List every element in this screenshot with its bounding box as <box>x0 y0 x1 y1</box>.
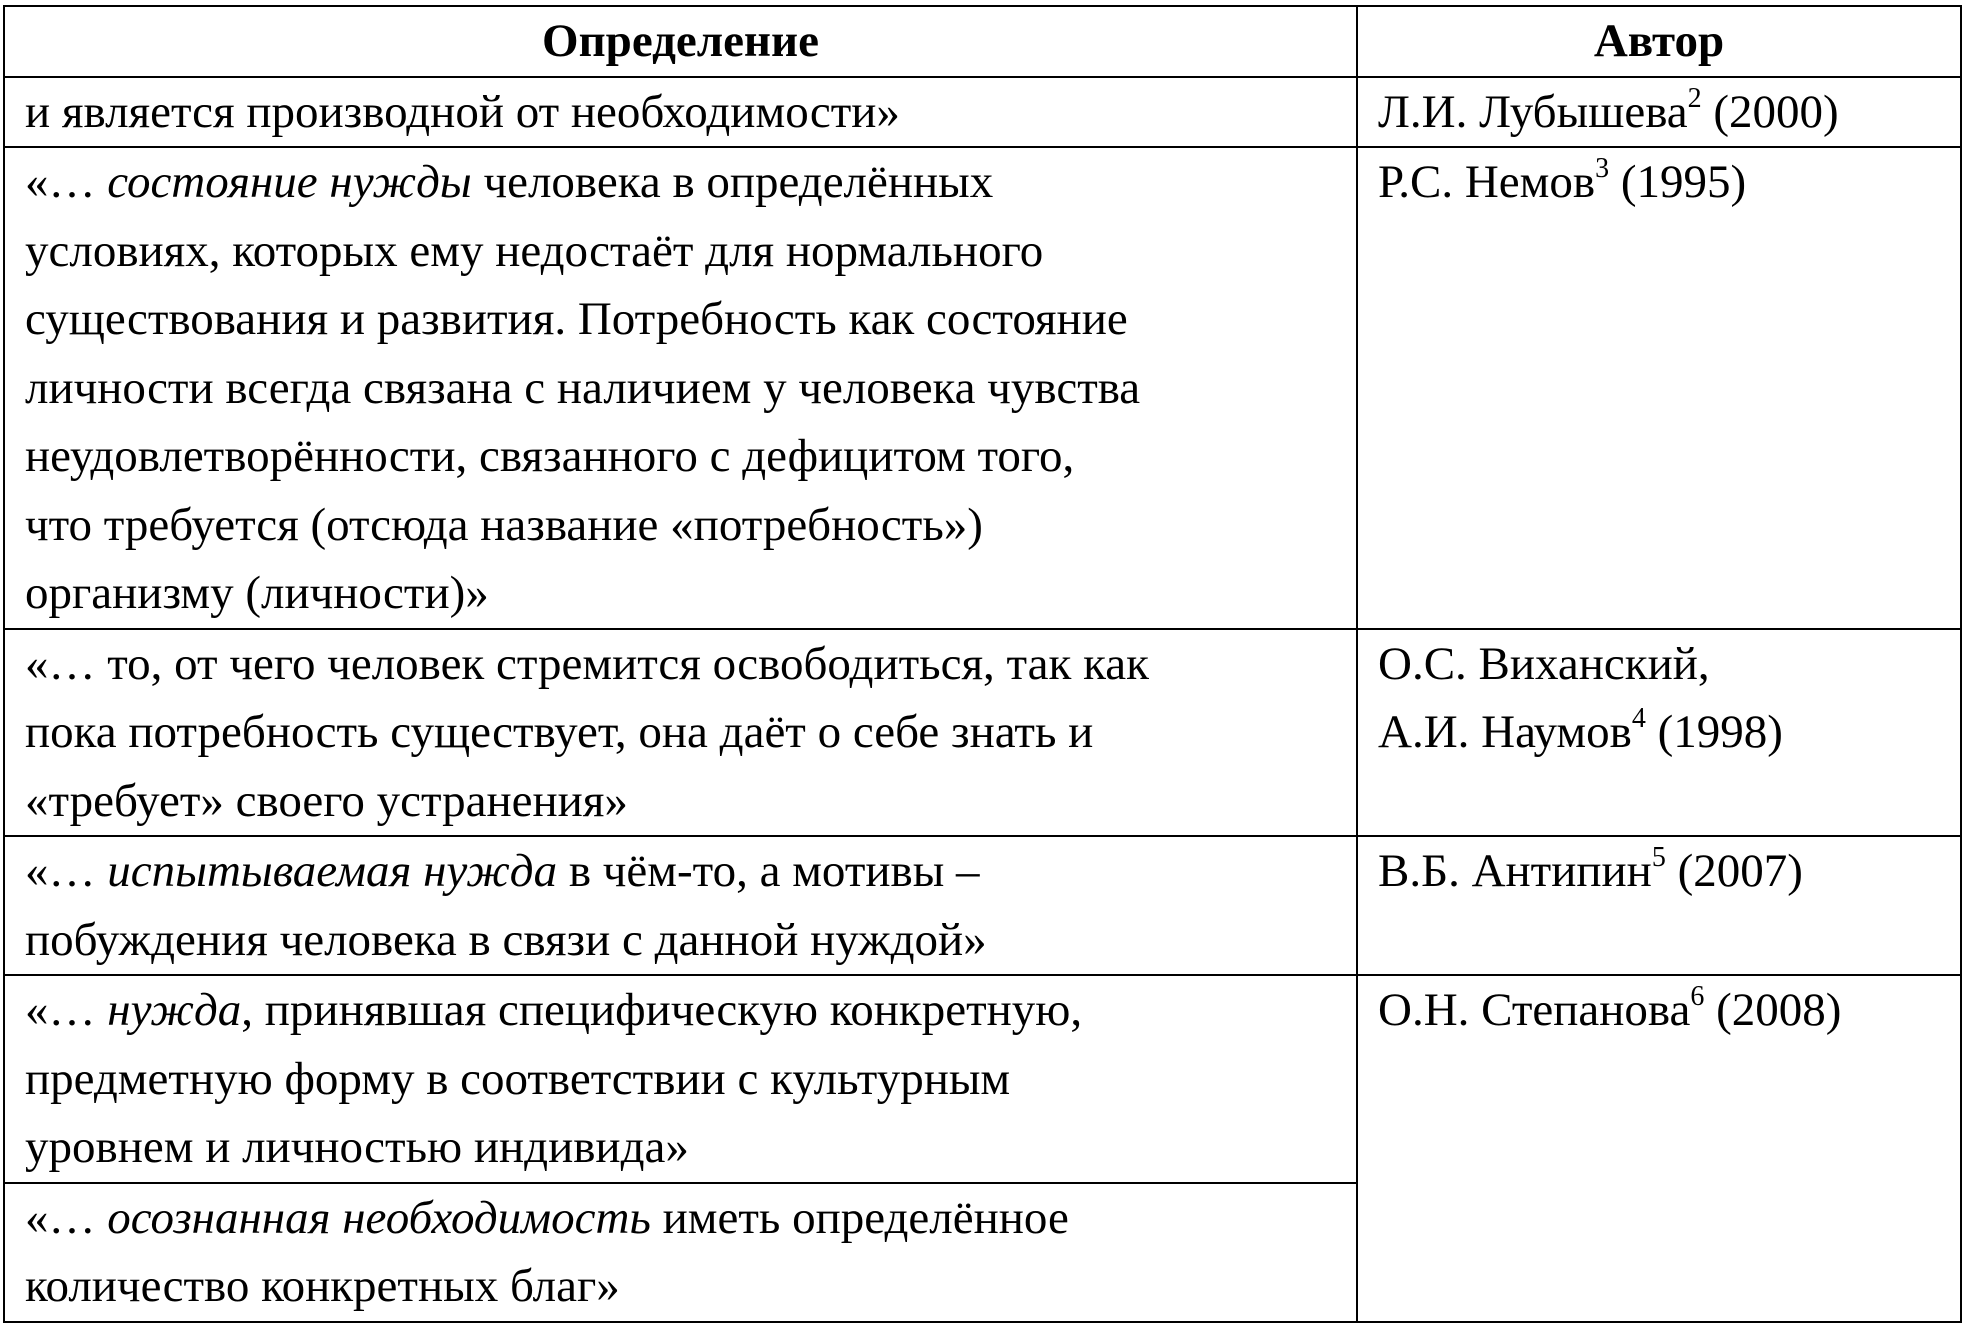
definition-text: существования и развития. Потребность как состояние <box>25 293 1128 345</box>
header-author: Автор <box>1357 6 1961 77</box>
definition-line <box>25 976 1356 1045</box>
footnote-ref: 3 <box>1595 153 1610 184</box>
author-year: (2000) <box>1701 85 1839 138</box>
author-line <box>1378 78 1960 147</box>
author-year: (1998) <box>1645 706 1783 758</box>
definition-text: в чём-то, а мотивы – <box>557 845 980 897</box>
definition-text: организму (личности)» <box>25 567 489 619</box>
table-row <box>4 629 1961 837</box>
definition-line <box>25 767 1356 836</box>
author-name: О.Н. Степанова <box>1378 984 1691 1036</box>
definition-line <box>25 1184 1356 1253</box>
definition-line <box>25 1252 1356 1321</box>
author-cell <box>1357 629 1961 837</box>
definition-cell <box>4 77 1357 148</box>
table-row <box>4 975 1961 1183</box>
definition-italic-term: осознанная необходимость <box>107 1191 651 1244</box>
definition-text: количество конкретных благ» <box>25 1260 620 1312</box>
author-cell <box>1357 77 1961 148</box>
definition-text: «… <box>25 156 108 208</box>
definition-line <box>25 1045 1356 1114</box>
author-year: (2007) <box>1665 845 1803 897</box>
definition-line <box>25 78 1356 147</box>
definition-cell <box>4 836 1357 975</box>
definition-text: «… то, от чего человек стремится освободиться, так как <box>25 637 1149 690</box>
definition-cell <box>4 1183 1357 1322</box>
author-cell <box>1357 836 1961 975</box>
author-line <box>1378 148 1960 217</box>
author-line <box>1378 976 1960 1045</box>
definition-text: неудовлетворённости, связанного с дефицитом того, <box>25 430 1075 482</box>
table-row <box>4 836 1961 975</box>
definition-text: уровнем и личностью индивида» <box>25 1121 689 1173</box>
definition-line <box>25 1113 1356 1182</box>
definition-text: предметную форму в соответствии с культурным <box>25 1052 1011 1105</box>
footnote-ref: 6 <box>1690 981 1705 1012</box>
definition-text: «… <box>25 984 108 1036</box>
definition-line <box>25 285 1356 354</box>
author-cell <box>1357 147 1961 629</box>
author-cell <box>1357 975 1961 1322</box>
definition-text: что требуется (отсюда название «потребность») <box>25 498 983 551</box>
author-name: В.Б. Антипин <box>1378 845 1652 897</box>
author-year: (1995) <box>1609 156 1747 208</box>
definition-line <box>25 630 1356 699</box>
footnote-ref: 4 <box>1631 703 1646 734</box>
author-name: О.С. Виханский, <box>1378 637 1710 690</box>
definition-line <box>25 217 1356 286</box>
author-line <box>1378 630 1960 699</box>
definition-text: и является производной от необходимости» <box>25 85 900 138</box>
definition-text: «требует» своего устранения» <box>25 774 628 827</box>
definition-text: побуждения человека в связи с данной нуждой» <box>25 913 987 966</box>
definition-text: пока потребность существует, она даёт о себе знать и <box>25 706 1094 758</box>
definition-line <box>25 491 1356 560</box>
definition-line <box>25 837 1356 906</box>
definition-line <box>25 148 1356 217</box>
footnote-ref: 2 <box>1687 82 1702 114</box>
author-line <box>1378 837 1960 906</box>
definition-text: иметь определённое <box>650 1191 1069 1244</box>
definition-italic-term: нужда <box>107 984 242 1036</box>
header-row <box>4 6 1961 77</box>
header-definition: Определение <box>4 6 1357 77</box>
definition-italic-term: испытываемая нужда <box>107 845 558 897</box>
definition-text: условиях, которых ему недостаёт для нормального <box>25 224 1044 277</box>
author-year: (2008) <box>1704 984 1842 1036</box>
table-row <box>4 147 1961 629</box>
definition-italic-term: состояние нужды <box>107 156 472 208</box>
definition-cell <box>4 975 1357 1183</box>
definition-line <box>25 354 1356 423</box>
definition-line <box>25 422 1356 491</box>
author-name: Л.И. Лубышева <box>1378 85 1688 138</box>
author-name: А.И. Наумов <box>1378 706 1632 758</box>
definition-cell <box>4 629 1357 837</box>
table-body <box>4 77 1961 1322</box>
definition-text: человека в определённых <box>471 156 994 208</box>
definition-line <box>25 906 1356 975</box>
footnote-ref: 5 <box>1651 842 1666 873</box>
definitions-table <box>3 5 1962 1323</box>
definition-text: , принявшая специфическую конкретную, <box>241 984 1083 1036</box>
definition-line <box>25 559 1356 628</box>
definition-text: личности всегда связана с наличием у человека чувства <box>25 361 1141 414</box>
definition-line <box>25 698 1356 767</box>
author-name: Р.С. Немов <box>1378 156 1596 208</box>
table-row <box>4 77 1961 148</box>
definition-text: «… <box>25 845 108 897</box>
author-line <box>1378 698 1960 767</box>
definition-text: «… <box>25 1191 108 1244</box>
definition-cell <box>4 147 1357 629</box>
